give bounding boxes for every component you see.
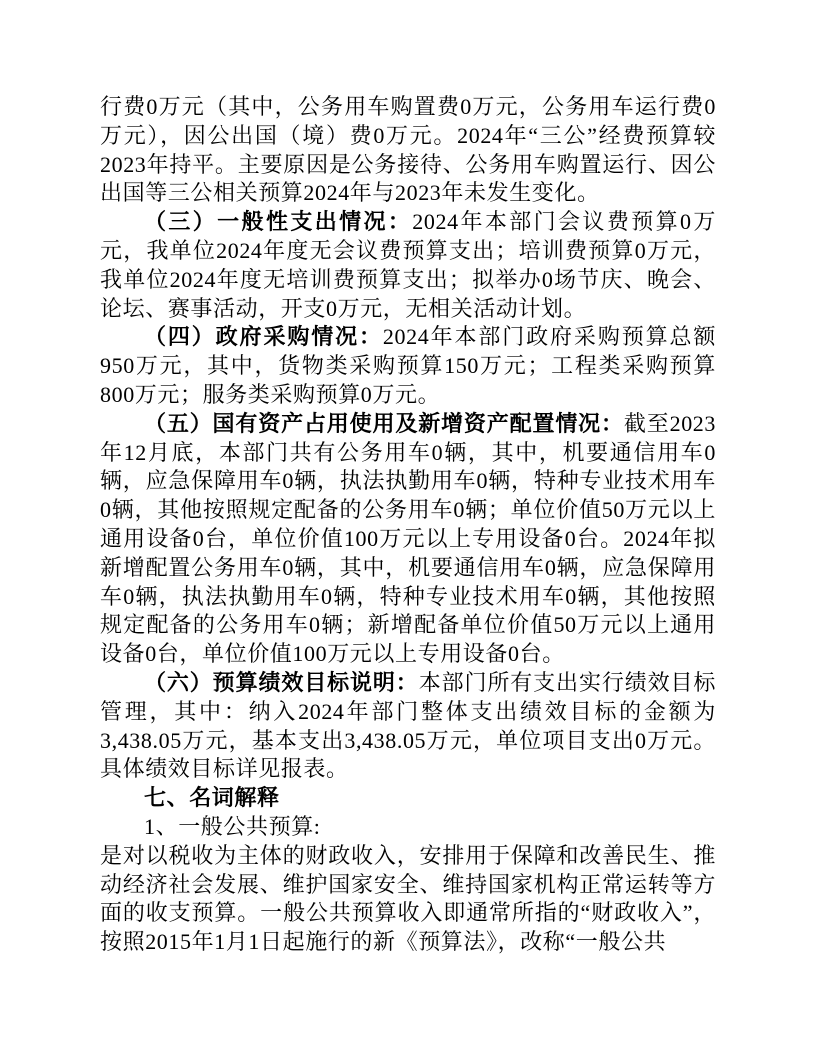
- paragraph-lead-label: （四）政府采购情况：: [144, 324, 383, 350]
- glossary-item-title-general-public-budget: [100, 813, 716, 842]
- paragraph-text: 是对以税收为主体的财政收入，安排用于保障和改善民生、推动经济社会发展、维护国家安全、维持国家机构正常运转等方面的收支预算。一般公共预算收入即通常所指的“财政收入”，按照2015年1月1日起施行的新《预算法》，改称“一般公共: [100, 842, 716, 955]
- document-body: [100, 93, 716, 957]
- paragraph-text: 行费0万元（其中，公务用车购置费0万元，公务用车运行费0万元），因公出国（境）费0万元。2024年“三公”经费预算较2023年持平。主要原因是公务接待、公务用车购置运行、因公出国等三公相关预算2024年与2023年未发生变化。: [100, 94, 716, 206]
- paragraph-text: 本部门所有支出实行绩效目标管理，其中：纳入2024年部门整体支出绩效目标的金额为3,438.05万元，基本支出3,438.05万元，单位项目支出0万元。具体绩效目标详见报表。: [100, 669, 716, 782]
- paragraph-three-public-funds-continued: [100, 93, 716, 208]
- paragraph-text: 1、一般公共预算:: [144, 813, 321, 839]
- paragraph-text: 2024年本部门会议费预算0万元，我单位2024年度无会议费预算支出；培训费预算0万元，我单位2024年度无培训费预算支出；拟举办0场节庆、晚会、论坛、赛事活动，开支0万元，无相关活动计划。: [100, 209, 716, 321]
- heading-glossary: [100, 784, 716, 813]
- paragraph-lead-label: 七、名词解释: [144, 785, 280, 811]
- paragraph-general-public-budget-definition: [100, 842, 716, 957]
- paragraph-lead-label: （五）国有资产占用使用及新增资产配置情况：: [144, 410, 624, 436]
- paragraph-general-expenditure: [100, 208, 716, 323]
- paragraph-state-owned-assets: [100, 410, 716, 669]
- paragraph-lead-label: （六）预算绩效目标说明：: [144, 669, 419, 695]
- paragraph-text: 截至2023年12月底，本部门共有公务用车0辆，其中，机要通信用车0辆，应急保障用车0辆，执法执勤用车0辆，特种专业技术用车0辆，其他按照规定配备的公务用车0辆；单位价值50万元以上通用设备0台，单位价值100万元以上专用设备0台。2024年拟新增配置公务用车0辆，其中，机要通信用车0辆，应急保障用车0辆，执法执勤用车0辆，特种专业技术用车0辆，其他按照规定配备的公务用车0辆；新增配备单位价值50万元以上通用设备0台，单位价值100万元以上专用设备0台。: [100, 410, 716, 667]
- paragraph-lead-label: （三）一般性支出情况：: [144, 209, 413, 235]
- paragraph-government-procurement: [100, 323, 716, 409]
- paragraph-text: 2024年本部门政府采购预算总额950万元，其中，货物类采购预算150万元；工程类采购预算800万元；服务类采购预算0万元。: [100, 324, 716, 407]
- paragraph-budget-performance-targets: [100, 669, 716, 784]
